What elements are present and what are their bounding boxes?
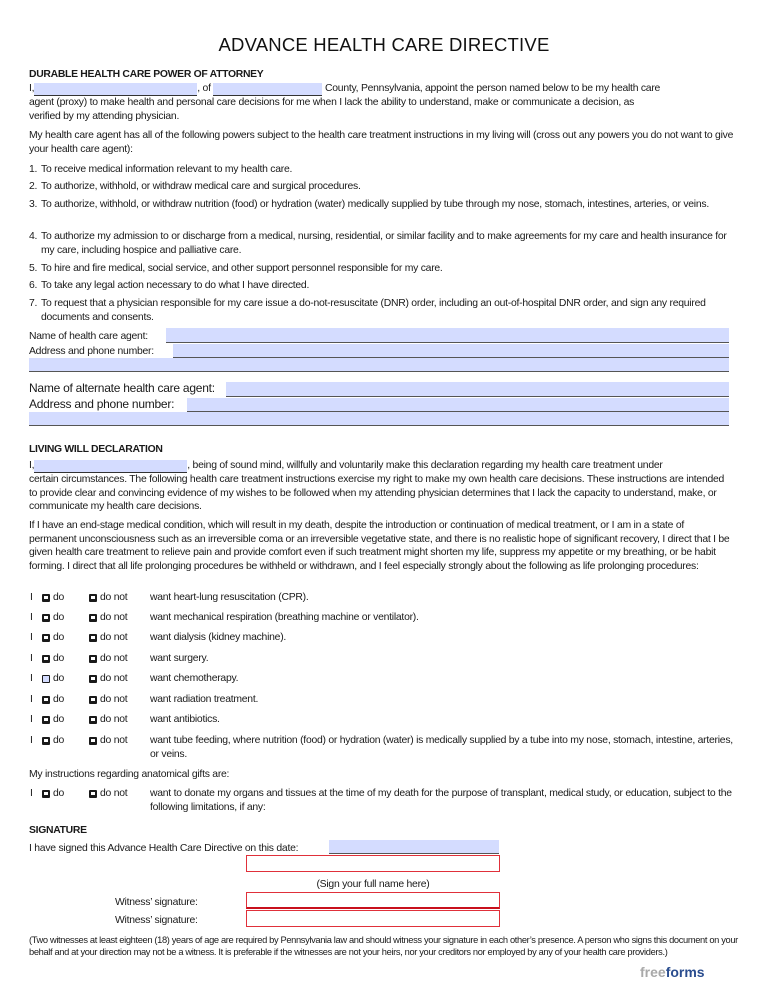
do-not-checkbox[interactable] bbox=[89, 594, 97, 602]
signature-heading: SIGNATURE bbox=[29, 825, 87, 836]
date-field[interactable] bbox=[329, 840, 499, 854]
power-number: 2. bbox=[29, 181, 38, 192]
power-number: 6. bbox=[29, 280, 38, 291]
living-will-heading: LIVING WILL DECLARATION bbox=[29, 444, 163, 455]
choice-row-dialysis bbox=[29, 631, 739, 645]
do-label: do bbox=[53, 788, 65, 799]
witness2-signature-field[interactable] bbox=[246, 910, 500, 927]
powers-intro: My health care agent has all of the following powers subject to the health care treatment instructions in my living will (cross out any powers you do not want to give your health care agent): bbox=[29, 130, 734, 155]
do-not-label: do not bbox=[100, 694, 128, 705]
do-checkbox[interactable] bbox=[42, 634, 50, 642]
power-text: To authorize my admission to or discharge from a medical, nursing, residential, or similar facility and to make agreements for my care and health insurance for my care, including hospice and palliative care. bbox=[41, 231, 727, 256]
choice-text: want tube feeding, where nutrition (food) or hydration (water) is medically supplied by a tube into my nose, stomach, intestine, arteries, or veins. bbox=[150, 735, 733, 760]
choice-text: want surgery. bbox=[150, 653, 209, 664]
choice-text: want dialysis (kidney machine). bbox=[150, 632, 287, 643]
do-label: do bbox=[53, 592, 65, 603]
county-field[interactable] bbox=[213, 83, 322, 96]
power-item bbox=[29, 279, 729, 293]
choice-row-chemotherapy bbox=[29, 672, 739, 686]
power-item bbox=[29, 262, 729, 276]
witness-footnote: (Two witnesses at least eighteen (18) years of age are required by Pennsylvania law and should witness your signature in each other’s presence. A person who signs this document on your behalf and at your direction may not be a witness. It is preferable if the witnesses are not your heirs, nor your creditors nor employed by any of your health care providers.) bbox=[29, 935, 738, 957]
choice-text: want radiation treatment. bbox=[150, 694, 259, 705]
choice-prefix: I bbox=[30, 592, 33, 603]
witness2-label: Witness’ signature: bbox=[115, 915, 198, 926]
do-not-label: do not bbox=[100, 612, 128, 623]
logo-part-free: free bbox=[640, 964, 666, 980]
choice-text: want antibiotics. bbox=[150, 714, 220, 725]
poa-intro-rest: County, Pennsylvania, appoint the person named below to be my health care bbox=[325, 83, 661, 94]
power-number: 4. bbox=[29, 231, 38, 242]
do-label: do bbox=[53, 612, 65, 623]
witness1-signature-field[interactable] bbox=[246, 892, 500, 909]
do-not-label: do not bbox=[100, 653, 128, 664]
poa-intro-line2: agent (proxy) to make health and personal care decisions for me when I lack the ability to understand, make or communicate a decision, as bbox=[29, 97, 635, 108]
do-checkbox[interactable] bbox=[42, 675, 50, 683]
power-number: 3. bbox=[29, 199, 38, 210]
anatomical-intro: My instructions regarding anatomical gifts are: bbox=[29, 769, 230, 780]
agent-address-field[interactable] bbox=[173, 344, 729, 358]
choice-prefix: I bbox=[30, 612, 33, 623]
agent-address-label: Address and phone number: bbox=[29, 346, 154, 357]
power-text: To take any legal action necessary to do what I have directed. bbox=[41, 280, 310, 291]
do-not-label: do not bbox=[100, 735, 128, 746]
do-not-checkbox[interactable] bbox=[89, 675, 97, 683]
power-text: To receive medical information relevant to my health care. bbox=[41, 164, 293, 175]
living-will-condition: If I have an end-stage medical condition, which will result in my death, despite the introduction or continuation of medical treatment, or I am in a state of permanent unconsciousness such as an irreversible coma or an irreversible vegetative state, and there is no realistic hope of significant recovery, I direct that I be given health care treatment to relieve pain and provide comfort even if such treatment might shorten my life, suppress my appetite or my breathing, or be habit forming. I direct that all life prolonging procedures be withheld or withdrawn, and I feel especially strongly about the following as life prolonging procedures: bbox=[29, 520, 730, 572]
alternate-address-field-line2[interactable] bbox=[29, 412, 729, 426]
witness1-label: Witness’ signature: bbox=[115, 897, 198, 908]
choice-prefix: I bbox=[30, 788, 33, 799]
alternate-name-field[interactable] bbox=[226, 382, 729, 397]
choice-prefix: I bbox=[30, 735, 33, 746]
do-label: do bbox=[53, 632, 65, 643]
agent-name-label: Name of health care agent: bbox=[29, 331, 148, 342]
power-text: To authorize, withhold, or withdraw nutrition (food) or hydration (water) medically supplied by tube through my nose, stomach, intestines, arteries, or veins. bbox=[41, 199, 709, 210]
do-not-label: do not bbox=[100, 714, 128, 725]
living-will-intro-prefix: I, bbox=[29, 460, 35, 471]
power-number: 7. bbox=[29, 298, 38, 309]
alternate-address-field[interactable] bbox=[187, 398, 729, 412]
do-checkbox[interactable] bbox=[42, 790, 50, 798]
living-will-intro-line1 bbox=[29, 459, 663, 473]
choice-row-respiration bbox=[29, 611, 739, 625]
choice-row-antibiotics bbox=[29, 713, 739, 727]
do-not-checkbox[interactable] bbox=[89, 737, 97, 745]
do-not-label: do not bbox=[100, 788, 128, 799]
do-not-checkbox[interactable] bbox=[89, 614, 97, 622]
declarant-name-field[interactable] bbox=[34, 460, 187, 473]
do-not-checkbox[interactable] bbox=[89, 634, 97, 642]
choice-text: want mechanical respiration (breathing machine or ventilator). bbox=[150, 612, 419, 623]
choice-text: want chemotherapy. bbox=[150, 673, 239, 684]
do-not-checkbox[interactable] bbox=[89, 790, 97, 798]
do-checkbox[interactable] bbox=[42, 614, 50, 622]
freeforms-logo bbox=[640, 966, 705, 980]
choice-text: want heart-lung resuscitation (CPR). bbox=[150, 592, 309, 603]
do-checkbox[interactable] bbox=[42, 696, 50, 704]
poa-heading: DURABLE HEALTH CARE POWER OF ATTORNEY bbox=[29, 69, 264, 80]
agent-address-field-line2[interactable] bbox=[29, 358, 729, 372]
alternate-address-label: Address and phone number: bbox=[29, 397, 175, 411]
do-label: do bbox=[53, 673, 65, 684]
choice-prefix: I bbox=[30, 714, 33, 725]
alternate-name-label: Name of alternate health care agent: bbox=[29, 381, 215, 395]
choice-row-radiation bbox=[29, 693, 739, 707]
do-not-checkbox[interactable] bbox=[89, 696, 97, 704]
document-title: ADVANCE HEALTH CARE DIRECTIVE bbox=[218, 34, 550, 55]
do-label: do bbox=[53, 653, 65, 664]
choice-prefix: I bbox=[30, 632, 33, 643]
power-text: To request that a physician responsible for my care issue a do-not-resuscitate (DNR) order, including an out-of-hospital DNR order, and sign any required documents and consents. bbox=[41, 298, 706, 323]
choice-row-surgery bbox=[29, 652, 739, 666]
do-label: do bbox=[53, 714, 65, 725]
choice-prefix: I bbox=[30, 673, 33, 684]
power-number: 1. bbox=[29, 164, 38, 175]
do-checkbox[interactable] bbox=[42, 655, 50, 663]
power-item bbox=[29, 198, 729, 226]
do-checkbox[interactable] bbox=[42, 594, 50, 602]
choice-prefix: I bbox=[30, 653, 33, 664]
power-item bbox=[29, 180, 729, 194]
do-checkbox[interactable] bbox=[42, 737, 50, 745]
poa-intro-prefix: I, bbox=[29, 83, 35, 94]
principal-signature-field[interactable] bbox=[246, 855, 500, 872]
do-checkbox[interactable] bbox=[42, 716, 50, 724]
power-item bbox=[29, 163, 729, 177]
do-not-checkbox[interactable] bbox=[89, 655, 97, 663]
do-label: do bbox=[53, 694, 65, 705]
principal-name-field[interactable] bbox=[34, 83, 197, 96]
do-not-checkbox[interactable] bbox=[89, 716, 97, 724]
poa-intro-of: , of bbox=[197, 83, 211, 94]
choice-row-cpr bbox=[29, 591, 739, 605]
sign-caption: (Sign your full name here) bbox=[316, 879, 430, 890]
choice-prefix: I bbox=[30, 694, 33, 705]
do-not-label: do not bbox=[100, 592, 128, 603]
do-not-label: do not bbox=[100, 673, 128, 684]
power-item bbox=[29, 297, 729, 325]
logo-part-forms: forms bbox=[665, 964, 705, 980]
power-text: To hire and fire medical, social service, and other support personnel responsible for my care. bbox=[41, 263, 443, 274]
power-number: 5. bbox=[29, 263, 38, 274]
poa-intro-line3: verified by my attending physician. bbox=[29, 111, 180, 122]
power-item bbox=[29, 230, 729, 258]
date-label: I have signed this Advance Health Care Directive on this date: bbox=[29, 843, 299, 854]
do-not-label: do not bbox=[100, 632, 128, 643]
living-will-intro-rest: , being of sound mind, willfully and voluntarily make this declaration regarding my health care treatment under bbox=[187, 460, 663, 471]
agent-name-field[interactable] bbox=[166, 328, 729, 343]
living-will-intro: certain circumstances. The following health care treatment instructions exercise my right to make my own health care decisions. These instructions are intended to provide clear and convincing evidence of my wishes to be followed when my attending physician determines that I lack the capacity to understand, make, or communicate my health care decisions. bbox=[29, 474, 725, 512]
choice-row-anatomical-gifts bbox=[29, 787, 739, 815]
poa-intro-line1 bbox=[29, 82, 660, 96]
choice-row-tube-feeding bbox=[29, 734, 739, 762]
do-label: do bbox=[53, 735, 65, 746]
power-text: To authorize, withhold, or withdraw medical care and surgical procedures. bbox=[41, 181, 361, 192]
choice-text: want to donate my organs and tissues at the time of my death for the purpose of transplant, medical study, or education, subject to the following limitations, if any: bbox=[150, 788, 732, 813]
